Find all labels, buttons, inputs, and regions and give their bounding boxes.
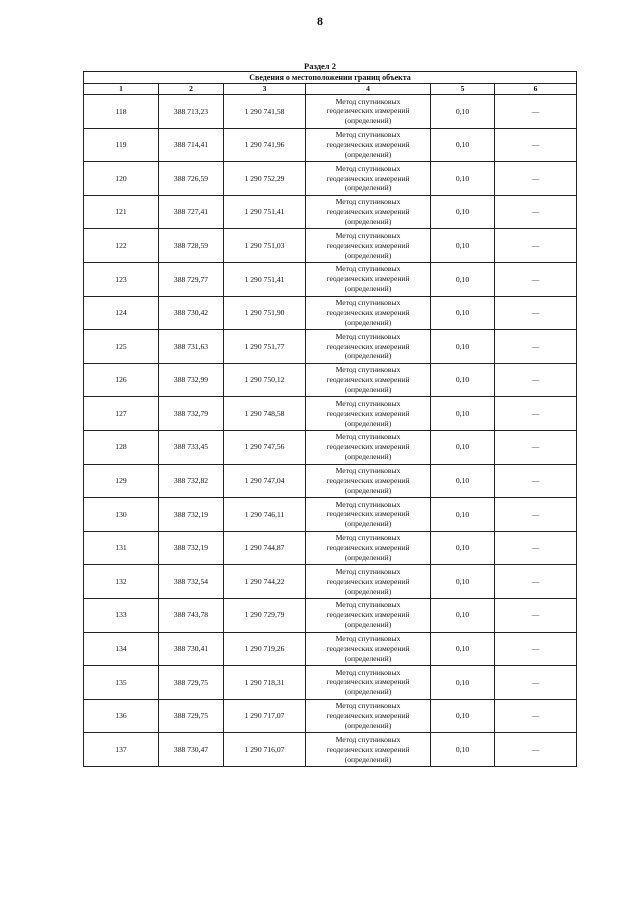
method-line: (определений) [344,653,392,663]
note-cell: — [495,162,577,196]
y-coordinate-cell: 1 290 747,04 [224,464,306,498]
accuracy-cell: 0,10 [431,262,495,296]
x-coordinate-cell: 388 730,47 [159,733,224,767]
method-line: геодезических измерений [326,274,410,284]
method-line: (определений) [344,317,392,327]
note-cell: — [495,565,577,599]
method-line: геодезических измерений [326,207,410,217]
method-line: (определений) [344,485,392,495]
point-number-cell: 123 [84,262,159,296]
y-coordinate-cell: 1 290 741,58 [224,95,306,129]
method-cell [306,632,431,666]
x-coordinate-cell: 388 732,19 [159,531,224,565]
accuracy-cell: 0,10 [431,330,495,364]
y-coordinate-cell: 1 290 751,41 [224,262,306,296]
method-line: Метод спутниковых [335,264,401,274]
method-line: (определений) [344,217,392,226]
method-line: геодезических измерений [326,341,410,351]
table-row [84,229,577,263]
note-cell: — [495,733,577,767]
note-cell: — [495,531,577,565]
method-line: геодезических измерений [326,307,410,317]
y-coordinate-cell: 1 290 751,90 [224,296,306,330]
note-cell: — [495,632,577,666]
accuracy-cell: 0,10 [431,95,495,129]
method-line: Метод спутниковых [335,533,401,543]
method-cell [306,195,431,229]
column-header: 2 [159,84,224,95]
table-row [84,464,577,498]
y-coordinate-cell: 1 290 719,26 [224,632,306,666]
method-line: (определений) [344,351,392,361]
x-coordinate-cell: 388 729,77 [159,262,224,296]
accuracy-cell: 0,10 [431,464,495,498]
table-row [84,128,577,162]
method-line: геодезических измерений [326,139,410,149]
note-cell: — [495,430,577,464]
method-line: (определений) [344,586,392,596]
method-line: геодезических измерений [326,240,410,250]
note-cell: — [495,498,577,532]
method-line: геодезических измерений [326,475,410,485]
point-number-cell: 120 [84,162,159,196]
note-cell: — [495,262,577,296]
boundary-table-container [83,71,576,767]
note-cell: — [495,363,577,397]
method-line: геодезических измерений [326,173,410,183]
y-coordinate-cell: 1 290 729,79 [224,598,306,632]
method-line: (определений) [344,687,392,697]
table-row [84,296,577,330]
table-row [84,531,577,565]
accuracy-cell: 0,10 [431,666,495,700]
y-coordinate-cell: 1 290 741,96 [224,128,306,162]
point-number-cell: 131 [84,531,159,565]
method-cell [306,95,431,129]
point-number-cell: 135 [84,666,159,700]
note-cell: — [495,195,577,229]
table-row [84,565,577,599]
x-coordinate-cell: 388 726,59 [159,162,224,196]
method-line: геодезических измерений [326,643,410,653]
column-header: 6 [495,84,577,95]
accuracy-cell: 0,10 [431,498,495,532]
y-coordinate-cell: 1 290 747,56 [224,430,306,464]
method-line: Метод спутниковых [335,566,401,576]
y-coordinate-cell: 1 290 746,11 [224,498,306,532]
y-coordinate-cell: 1 290 716,07 [224,733,306,767]
method-line: Метод спутниковых [335,96,401,106]
accuracy-cell: 0,10 [431,699,495,733]
method-line: Метод спутниковых [335,298,401,308]
method-line: Метод спутниковых [335,365,401,375]
x-coordinate-cell: 388 713,23 [159,95,224,129]
table-header-row [84,84,577,95]
table-row [84,95,577,129]
y-coordinate-cell: 1 290 751,41 [224,195,306,229]
y-coordinate-cell: 1 290 751,77 [224,330,306,364]
method-line: (определений) [344,620,392,630]
table-row [84,430,577,464]
method-line: (определений) [344,149,392,159]
method-line: (определений) [344,284,392,294]
accuracy-cell: 0,10 [431,565,495,599]
table-row [84,162,577,196]
method-line: (определений) [344,519,392,529]
x-coordinate-cell: 388 733,45 [159,430,224,464]
method-cell [306,296,431,330]
table-row [84,498,577,532]
method-line: Метод спутниковых [335,398,401,408]
point-number-cell: 124 [84,296,159,330]
method-line: Метод спутниковых [335,197,401,207]
method-line: (определений) [344,116,392,126]
column-header: 4 [306,84,431,95]
accuracy-cell: 0,10 [431,195,495,229]
table-row [84,262,577,296]
note-cell: — [495,397,577,431]
method-cell [306,262,431,296]
method-line: геодезических измерений [326,576,410,586]
table-row [84,195,577,229]
method-cell [306,363,431,397]
method-cell [306,330,431,364]
method-cell [306,531,431,565]
method-cell [306,733,431,767]
method-cell [306,229,431,263]
point-number-cell: 134 [84,632,159,666]
method-cell [306,397,431,431]
method-line: геодезических измерений [326,375,410,385]
note-cell: — [495,330,577,364]
method-cell [306,430,431,464]
accuracy-cell: 0,10 [431,296,495,330]
method-line: геодезических измерений [326,711,410,721]
point-number-cell: 121 [84,195,159,229]
x-coordinate-cell: 388 730,41 [159,632,224,666]
note-cell: — [495,598,577,632]
method-line: (определений) [344,452,392,462]
point-number-cell: 125 [84,330,159,364]
method-cell [306,128,431,162]
point-number-cell: 137 [84,733,159,767]
x-coordinate-cell: 388 732,54 [159,565,224,599]
method-cell [306,162,431,196]
method-line: Метод спутниковых [335,230,401,240]
x-coordinate-cell: 388 728,59 [159,229,224,263]
note-cell: — [495,296,577,330]
accuracy-cell: 0,10 [431,632,495,666]
y-coordinate-cell: 1 290 718,31 [224,666,306,700]
point-number-cell: 130 [84,498,159,532]
method-line: Метод спутниковых [335,600,401,610]
section-title: Раздел 2 [304,61,336,71]
method-line: Метод спутниковых [335,734,401,744]
x-coordinate-cell: 388 743,78 [159,598,224,632]
x-coordinate-cell: 388 730,42 [159,296,224,330]
x-coordinate-cell: 388 732,99 [159,363,224,397]
point-number-cell: 119 [84,128,159,162]
method-line: (определений) [344,250,392,260]
method-line: Метод спутниковых [335,667,401,677]
column-header: 5 [431,84,495,95]
accuracy-cell: 0,10 [431,733,495,767]
column-header: 1 [84,84,159,95]
method-line: геодезических измерений [326,610,410,620]
method-line: Метод спутниковых [335,130,401,140]
note-cell: — [495,699,577,733]
method-line: геодезических измерений [326,106,410,116]
method-line: Метод спутниковых [335,466,401,476]
point-number-cell: 132 [84,565,159,599]
table-body [84,95,577,767]
x-coordinate-cell: 388 714,41 [159,128,224,162]
method-line: (определений) [344,552,392,562]
y-coordinate-cell: 1 290 748,58 [224,397,306,431]
table-row [84,666,577,700]
accuracy-cell: 0,10 [431,128,495,162]
method-line: (определений) [344,754,392,764]
method-line: геодезических измерений [326,543,410,553]
x-coordinate-cell: 388 729,75 [159,666,224,700]
column-header: 3 [224,84,306,95]
accuracy-cell: 0,10 [431,229,495,263]
accuracy-cell: 0,10 [431,531,495,565]
point-number-cell: 122 [84,229,159,263]
method-line: Метод спутниковых [335,634,401,643]
method-cell [306,565,431,599]
page-number: 8 [317,14,323,28]
x-coordinate-cell: 388 732,82 [159,464,224,498]
y-coordinate-cell: 1 290 744,87 [224,531,306,565]
method-line: Метод спутниковых [335,331,401,341]
method-line: геодезических измерений [326,408,410,418]
y-coordinate-cell: 1 290 751,03 [224,229,306,263]
y-coordinate-cell: 1 290 717,07 [224,699,306,733]
table-row [84,632,577,666]
point-number-cell: 127 [84,397,159,431]
method-line: геодезических измерений [326,509,410,519]
accuracy-cell: 0,10 [431,430,495,464]
x-coordinate-cell: 388 732,79 [159,397,224,431]
accuracy-cell: 0,10 [431,397,495,431]
method-line: (определений) [344,384,392,394]
method-line: геодезических измерений [326,442,410,452]
x-coordinate-cell: 388 731,63 [159,330,224,364]
table-row [84,363,577,397]
boundary-table [83,71,577,767]
point-number-cell: 118 [84,95,159,129]
y-coordinate-cell: 1 290 744,22 [224,565,306,599]
x-coordinate-cell: 388 729,75 [159,699,224,733]
method-cell [306,699,431,733]
y-coordinate-cell: 1 290 752,29 [224,162,306,196]
table-caption: Сведения о местоположении границ объекта [84,72,577,84]
method-line: (определений) [344,183,392,193]
method-cell [306,464,431,498]
point-number-cell: 126 [84,363,159,397]
method-cell [306,598,431,632]
method-line: геодезических измерений [326,677,410,687]
table-row [84,598,577,632]
table-row [84,330,577,364]
method-line: Метод спутниковых [335,163,401,173]
y-coordinate-cell: 1 290 750,12 [224,363,306,397]
method-line: (определений) [344,418,392,428]
note-cell: — [495,229,577,263]
table-row [84,397,577,431]
point-number-cell: 136 [84,699,159,733]
note-cell: — [495,95,577,129]
accuracy-cell: 0,10 [431,162,495,196]
x-coordinate-cell: 388 732,19 [159,498,224,532]
method-line: геодезических измерений [326,744,410,754]
note-cell: — [495,666,577,700]
method-line: (определений) [344,720,392,730]
point-number-cell: 128 [84,430,159,464]
point-number-cell: 129 [84,464,159,498]
method-cell [306,498,431,532]
note-cell: — [495,128,577,162]
accuracy-cell: 0,10 [431,598,495,632]
table-row [84,733,577,767]
point-number-cell: 133 [84,598,159,632]
x-coordinate-cell: 388 727,41 [159,195,224,229]
accuracy-cell: 0,10 [431,363,495,397]
note-cell: — [495,464,577,498]
method-line: Метод спутниковых [335,499,401,509]
method-line: Метод спутниковых [335,432,401,442]
table-row [84,699,577,733]
method-cell [306,666,431,700]
method-line: Метод спутниковых [335,701,401,711]
